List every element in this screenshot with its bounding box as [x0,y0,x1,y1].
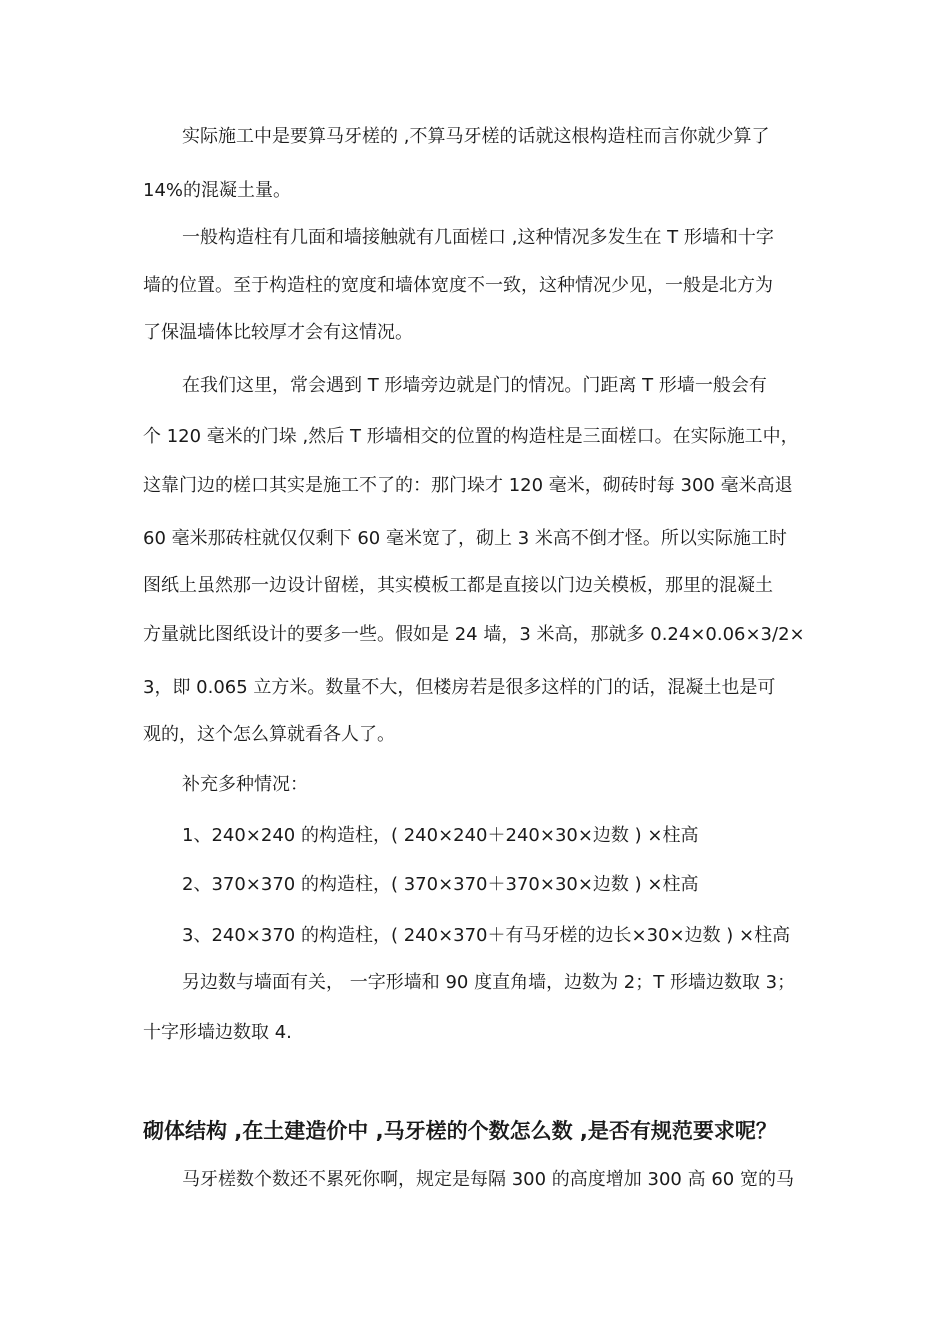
paragraph-line: 马牙槎数个数还不累死你啊，规定是每隔 300 的高度增加 300 高 60 宽的马 [182,1169,794,1190]
paragraph-line: 观的，这个怎么算就看各人了。 [143,724,395,745]
paragraph-line: 图纸上虽然那一边设计留槎，其实模板工都是直接以门边关模板，那里的混凝土 [143,575,773,596]
formula-line: 3、240×370 的构造柱，( 240×370＋有马牙槎的边长×30×边数 ) ×柱高 [182,925,791,946]
formula-line: 1、240×240 的构造柱，( 240×240＋240×30×边数 ) ×柱高 [182,825,699,846]
paragraph-line: 实际施工中是要算马牙槎的 ,不算马牙槎的话就这根构造柱而言你就少算了 [182,126,770,147]
paragraph-line: 个 120 毫米的门垛 ,然后 T 形墙相交的位置的构造柱是三面槎口。在实际施工中， [143,426,799,447]
paragraph-line: 在我们这里，常会遇到 T 形墙旁边就是门的情况。门距离 T 形墙一般会有 [182,375,767,396]
paragraph-line: 这靠门边的槎口其实是施工不了的：那门垛才 120 毫米，砌砖时每 300 毫米高退 [143,475,793,496]
paragraph-line: 了保温墙体比较厚才会有这情况。 [143,322,413,343]
paragraph-line: 14%的混凝土量。 [143,180,292,201]
paragraph-line: 十字形墙边数取 4. [143,1022,292,1043]
paragraph-line: 方量就比图纸设计的要多一些。假如是 24 墙，3 米高，那就多 0.24×0.06×3/2× [143,624,805,645]
paragraph-line: 墙的位置。至于构造柱的宽度和墙体宽度不一致，这种情况少见，一般是北方为 [143,275,773,296]
paragraph-line: 3，即 0.065 立方米。数量不大，但楼房若是很多这样的门的话，混凝土也是可 [143,677,776,698]
formula-line: 2、370×370 的构造柱，( 370×370＋370×30×边数 ) ×柱高 [182,874,699,895]
paragraph-line: 60 毫米那砖柱就仅仅剩下 60 毫米宽了，砌上 3 米高不倒才怪。所以实际施工时 [143,528,787,549]
paragraph-line: 补充多种情况： [182,774,308,795]
section-heading: 砌体结构 ,在土建造价中 ,马牙槎的个数怎么数 ,是否有规范要求呢？ [143,1119,777,1143]
paragraph-line: 另边数与墙面有关， 一字形墙和 90 度直角墙，边数为 2；T 形墙边数取 3； [182,972,796,993]
paragraph-line: 一般构造柱有几面和墙接触就有几面槎口 ,这种情况多发生在 T 形墙和十字 [182,227,774,248]
